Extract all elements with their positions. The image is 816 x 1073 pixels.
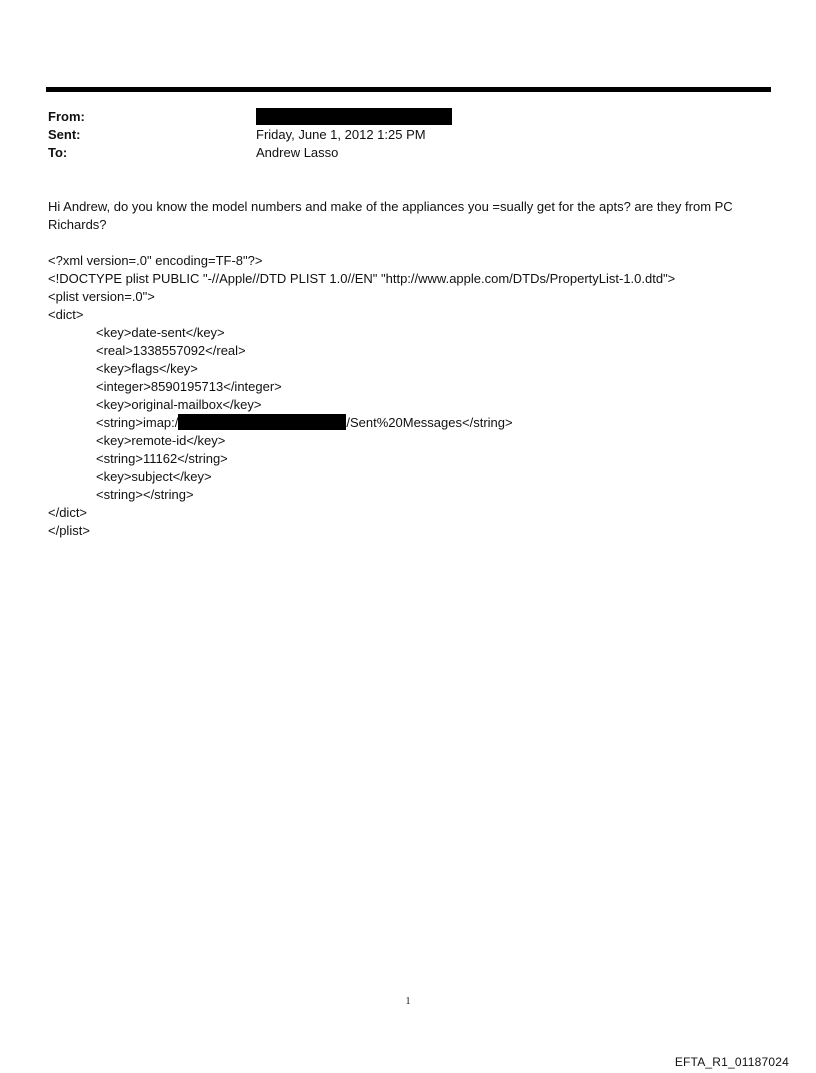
plist-entry: <string>11162</string> <box>96 451 228 466</box>
dict-close-tag: </dict> <box>48 505 88 520</box>
sent-label: Sent: <box>48 127 81 142</box>
dict-open-tag: <dict> <box>48 307 84 322</box>
plist-open-tag: <plist version=.0"> <box>48 289 155 304</box>
plist-entry: <key>remote-id</key> <box>96 433 226 448</box>
imap-redaction <box>178 414 346 430</box>
imap-prefix: <string>imap:/ <box>96 415 179 430</box>
sent-value: Friday, June 1, 2012 1:25 PM <box>256 127 426 142</box>
page-number: 1 <box>405 996 411 1007</box>
header-rule <box>46 87 771 92</box>
plist-entry: <key>flags</key> <box>96 361 198 376</box>
to-value: Andrew Lasso <box>256 145 339 160</box>
plist-entry: <string></string> <box>96 487 194 502</box>
plist-entry: <integer>8590195713</integer> <box>96 379 282 394</box>
plist-entry: <key>original-mailbox</key> <box>96 397 262 412</box>
from-label: From: <box>48 109 85 124</box>
from-redaction <box>256 108 452 126</box>
imap-suffix: /Sent%20Messages</string> <box>346 415 513 430</box>
bates-number: EFTA_R1_01187024 <box>674 1055 789 1069</box>
plist-close-tag: </plist> <box>48 523 90 538</box>
plist-entry: <real>1338557092</real> <box>96 343 246 358</box>
plist-entry: <key>date-sent</key> <box>96 325 225 340</box>
doctype-line: <!DOCTYPE plist PUBLIC "-//Apple//DTD PLIST 1.0//EN" "http://www.apple.com/DTDs/PropertyList-1.0.dtd"> <box>48 271 676 286</box>
plist-block <box>48 252 675 540</box>
message-body: Hi Andrew, do you know the model numbers and make of the appliances you =sually get for the apts? are they from PC Richards? <box>48 199 733 232</box>
to-label: To: <box>48 145 68 160</box>
plist-entry: <key>subject</key> <box>96 469 212 484</box>
imap-line <box>48 414 675 432</box>
xml-declaration: <?xml version=.0" encoding=TF-8"?> <box>48 253 263 268</box>
